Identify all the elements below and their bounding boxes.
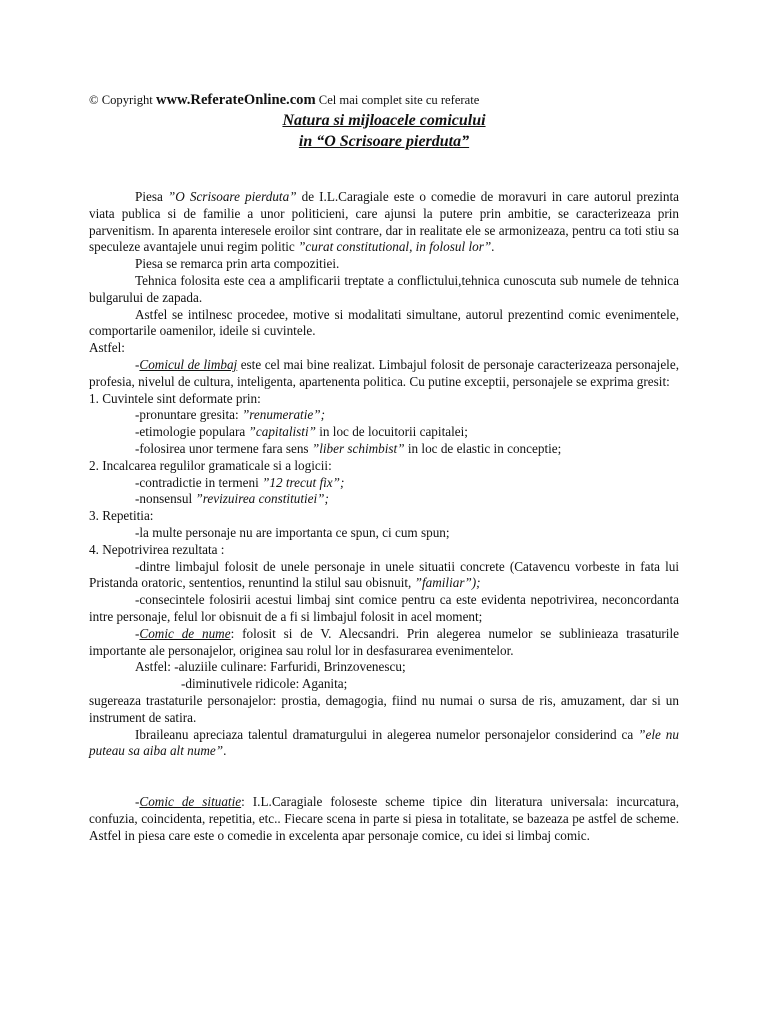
site-link[interactable]: www.ReferateOnline.com (155, 92, 316, 108)
text: -dintre limbajul folosit de unele personaje in unele situatii concrete (Catavencu vorbeste in fata lui Pristanda oratoric, sententios, renuntind la stilul sau obisnuit, (89, 558, 679, 591)
list-subitem (89, 475, 679, 492)
section-heading: Comic de situatie (139, 794, 242, 810)
text: -nonsensul (135, 491, 196, 507)
text: -contradictie in termeni (135, 474, 263, 490)
list-subitem (89, 424, 679, 441)
text: : I.L.Caragiale foloseste scheme tipice din literatura universala: incurcatura, confuzia, coincidenta, repetitia, etc.. Fiecare scena in parte si piesa in totalitate, se bazeaza pe astfel de scheme. Astfel in piesa care este o comedie in excelenta apar personaje comice, cu idei si limbaj comic. (89, 794, 679, 843)
paragraph-ibraileanu (89, 727, 679, 761)
paragraph-composition: Piesa se remarca prin arta compozitiei. (135, 256, 340, 272)
document-title-line-2: in “O Scrisoare pierduta” (298, 133, 470, 150)
text: -folosirea unor termene fara sens (135, 440, 312, 456)
text: este cel mai bine realizat. Limbajul folosit de personaje caracterizeaza personajele, profesia, nivelul de cultura, inteligenta, apartenenta politica. Cu putine exceptii, personajele se exprima gresit: (89, 356, 679, 389)
text: Piesa (135, 189, 168, 204)
quote: ”12 trecut fix”; (262, 474, 345, 490)
paragraph-examples: Astfel: -aluziile culinare: Farfuridi, Brinzovenescu; (135, 659, 406, 675)
text: in loc de elastic in conceptie; (404, 440, 562, 456)
quote: ”familiar”); (414, 575, 481, 591)
list-subitem (89, 407, 679, 424)
text: - (135, 794, 140, 810)
quote: ”capitalisti” (248, 424, 316, 440)
text: Ibraileanu apreciaza talentul dramaturgului in alegerea numelor personajelor considerind ca (135, 726, 639, 742)
list-item-4: 4. Nepotrivirea rezultata : (89, 541, 225, 557)
copyright-prefix: © Copyright (89, 93, 153, 107)
paragraph-intro (89, 189, 679, 256)
list-item-1: 1. Cuvintele sint deformate prin: (89, 390, 261, 406)
paragraph-examples-cont: -diminutivele ridicole: Aganita; (181, 676, 348, 692)
list-item-2: 2. Incalcarea regulilor gramaticale si a logicii: (89, 457, 332, 473)
paragraph-comic-limbaj (89, 357, 679, 391)
list-subitem (89, 441, 679, 458)
quote: ”O Scrisoare pierduta” (167, 189, 297, 204)
section-heading: Comic de nume (139, 625, 231, 641)
paragraph-comic-nume (89, 626, 679, 660)
paragraph-technique: Tehnica folosita este cea a amplificarii treptate a conflictului,tehnica cunoscuta sub numele de tehnica bulgarului de zapada. (89, 272, 679, 305)
text: - (135, 625, 140, 641)
list-item-3: 3. Repetitia: (89, 508, 154, 524)
paragraph-suggests: sugereaza trastaturile personajelor: prostia, demagogia, fiind nu numai o sursa de ris, amuzament, dar si un instrument de satira. (89, 692, 679, 725)
list-subitem (89, 559, 679, 593)
document-body (89, 189, 679, 844)
paragraph-procedures: Astfel se intilnesc procedee, motive si modalitati simultane, autorul prezentind comic evenimentele, comportarile oamenilor, ideile si cuvintele. (89, 306, 679, 339)
list-subitem: -consecintele folosirii acestui limbaj sint comice pentru ca este evidenta nepotrivirea, neconcordanta intre personaje, felul lor obisnuit de a fi si limbajul folosit in acel moment; (89, 592, 679, 624)
site-tagline: Cel mai complet site cu referate (318, 93, 480, 107)
text: . (223, 743, 227, 759)
text: in loc de locuitorii capitalei; (315, 424, 468, 440)
text: - (135, 356, 140, 372)
text: . (491, 239, 495, 255)
paragraph-astfel: Astfel: (89, 340, 125, 356)
text: -pronuntare gresita: (135, 407, 242, 423)
quote: ”renumeratie”; (241, 407, 325, 423)
text: de I.L.Caragiale este o comedie de moravuri in care autorul prezinta viata publica si de familie a unor politicieni, care ajunsi la putere prin ambitie, se caracterizeaza prin parvenitism. In aparenta interesele eroilor sint contrare, dar in realitate ele se armonizeaza, pentru ca toti stiu sa speculeze avantajele unui regim politic (89, 189, 679, 255)
copyright-line (89, 92, 479, 109)
quote: ”ele nu puteau sa aiba alt nume” (89, 726, 679, 759)
text: -etimologie populara (135, 424, 249, 440)
list-subitem: -la multe personaje nu are importanta ce spun, ci cum spun; (135, 524, 450, 540)
quote: ”revizuirea constitutiei”; (195, 491, 329, 507)
section-heading: Comicul de limbaj (139, 356, 238, 372)
text: : folosit si de V. Alecsandri. Prin alegerea numelor se sublinieaza trasaturile importante ale personajelor, originea sau rolul lor in desfasurarea evenimentelor. (89, 625, 679, 658)
quote: ”liber schimbist” (311, 440, 405, 456)
spacer (89, 760, 679, 794)
quote: ”curat constitutional, in folosul lor” (298, 239, 492, 255)
document-title-line-1: Natura si mijloacele comicului (282, 112, 486, 129)
list-subitem (89, 491, 679, 508)
paragraph-comic-situatie (89, 794, 679, 844)
